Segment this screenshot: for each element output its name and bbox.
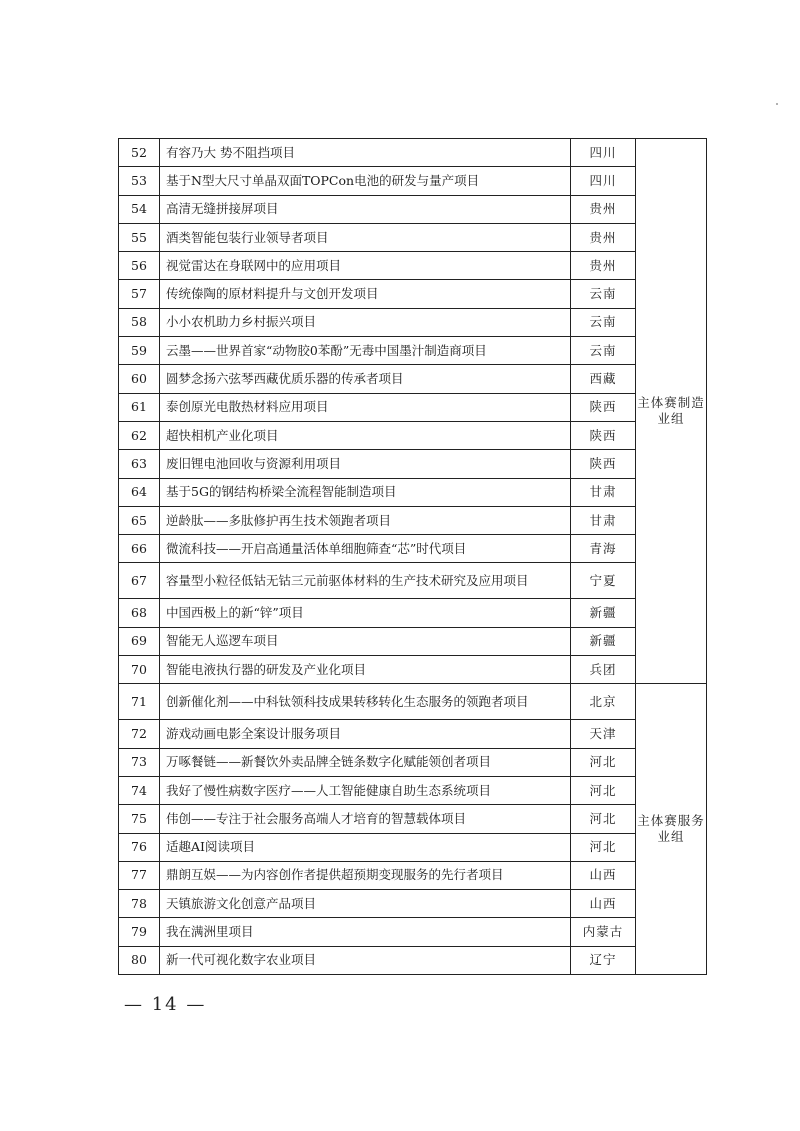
table-row xyxy=(119,450,707,478)
project-name: 废旧锂电池回收与资源利用项目 xyxy=(160,450,571,478)
group-manufacturing: 主体赛制造业组 xyxy=(636,139,707,684)
row-number: 66 xyxy=(119,535,160,563)
region: 青海 xyxy=(571,535,636,563)
row-number: 78 xyxy=(119,890,160,918)
project-name: 中国西极上的新“锌”项目 xyxy=(160,599,571,627)
table-row xyxy=(119,720,707,748)
table-row xyxy=(119,656,707,684)
project-name: 酒类智能包装行业领导者项目 xyxy=(160,223,571,251)
table-row xyxy=(119,252,707,280)
project-name: 高清无缝拼接屏项目 xyxy=(160,195,571,223)
project-name: 基于5G的钢结构桥梁全流程智能制造项目 xyxy=(160,478,571,506)
region: 甘肃 xyxy=(571,506,636,534)
project-name: 我在满洲里项目 xyxy=(160,918,571,946)
row-number: 71 xyxy=(119,684,160,720)
region: 陕西 xyxy=(571,421,636,449)
row-number: 54 xyxy=(119,195,160,223)
region: 新疆 xyxy=(571,599,636,627)
region: 河北 xyxy=(571,748,636,776)
region: 西藏 xyxy=(571,365,636,393)
row-number: 74 xyxy=(119,776,160,804)
project-name: 小小农机助力乡村振兴项目 xyxy=(160,308,571,336)
project-name: 智能无人巡逻车项目 xyxy=(160,627,571,655)
project-name: 伟创——专注于社会服务高端人才培育的智慧载体项目 xyxy=(160,805,571,833)
project-name: 天镇旅游文化创意产品项目 xyxy=(160,890,571,918)
region: 河北 xyxy=(571,805,636,833)
region: 北京 xyxy=(571,684,636,720)
row-number: 69 xyxy=(119,627,160,655)
region: 宁夏 xyxy=(571,563,636,599)
table-row xyxy=(119,890,707,918)
project-name: 云墨——世界首家“动物胶0苯酚”无毒中国墨汁制造商项目 xyxy=(160,337,571,365)
table-row xyxy=(119,308,707,336)
project-name: 有容乃大 势不阻挡项目 xyxy=(160,139,571,167)
group-service: 主体赛服务业组 xyxy=(636,684,707,975)
table-row xyxy=(119,421,707,449)
region: 河北 xyxy=(571,776,636,804)
table-row xyxy=(119,563,707,599)
table-row xyxy=(119,627,707,655)
table-row xyxy=(119,599,707,627)
table-row xyxy=(119,223,707,251)
region: 山西 xyxy=(571,890,636,918)
region: 贵州 xyxy=(571,223,636,251)
page-number: — 14 — xyxy=(124,994,207,1015)
row-number: 64 xyxy=(119,478,160,506)
table-row xyxy=(119,393,707,421)
project-name: 逆龄肽——多肽修护再生技术领跑者项目 xyxy=(160,506,571,534)
table-row xyxy=(119,365,707,393)
row-number: 56 xyxy=(119,252,160,280)
region: 山西 xyxy=(571,861,636,889)
region: 云南 xyxy=(571,280,636,308)
row-number: 63 xyxy=(119,450,160,478)
row-number: 60 xyxy=(119,365,160,393)
table-row xyxy=(119,167,707,195)
region: 四川 xyxy=(571,139,636,167)
project-name: 微流科技——开启高通量活体单细胞筛查“芯”时代项目 xyxy=(160,535,571,563)
project-name: 基于N型大尺寸单晶双面TOPCon电池的研发与量产项目 xyxy=(160,167,571,195)
project-name: 万啄餐链——新餐饮外卖品牌全链条数字化赋能领创者项目 xyxy=(160,748,571,776)
table-row xyxy=(119,337,707,365)
row-number: 61 xyxy=(119,393,160,421)
row-number: 62 xyxy=(119,421,160,449)
row-number: 68 xyxy=(119,599,160,627)
table-row xyxy=(119,506,707,534)
row-number: 58 xyxy=(119,308,160,336)
region: 兵团 xyxy=(571,656,636,684)
project-name: 泰创原光电散热材料应用项目 xyxy=(160,393,571,421)
project-name: 超快相机产业化项目 xyxy=(160,421,571,449)
project-name: 圆梦念扬六弦琴西藏优质乐器的传承者项目 xyxy=(160,365,571,393)
table-row xyxy=(119,478,707,506)
scan-dot xyxy=(776,103,778,105)
project-name: 鼎朗互娱——为内容创作者提供超预期变现服务的先行者项目 xyxy=(160,861,571,889)
row-number: 77 xyxy=(119,861,160,889)
region: 四川 xyxy=(571,167,636,195)
row-number: 73 xyxy=(119,748,160,776)
region: 新疆 xyxy=(571,627,636,655)
row-number: 72 xyxy=(119,720,160,748)
table-row xyxy=(119,195,707,223)
region: 贵州 xyxy=(571,252,636,280)
region: 陕西 xyxy=(571,393,636,421)
region: 云南 xyxy=(571,308,636,336)
table-row xyxy=(119,946,707,974)
row-number: 79 xyxy=(119,918,160,946)
table-row xyxy=(119,139,707,167)
region: 云南 xyxy=(571,337,636,365)
region: 辽宁 xyxy=(571,946,636,974)
project-name: 我好了慢性病数字医疗——人工智能健康自助生态系统项目 xyxy=(160,776,571,804)
table-row xyxy=(119,861,707,889)
region: 甘肃 xyxy=(571,478,636,506)
table-row xyxy=(119,748,707,776)
row-number: 57 xyxy=(119,280,160,308)
row-number: 80 xyxy=(119,946,160,974)
row-number: 65 xyxy=(119,506,160,534)
row-number: 59 xyxy=(119,337,160,365)
region: 天津 xyxy=(571,720,636,748)
project-name: 容量型小粒径低钴无钴三元前驱体材料的生产技术研究及应用项目 xyxy=(160,563,571,599)
region: 贵州 xyxy=(571,195,636,223)
region: 内蒙古 xyxy=(571,918,636,946)
project-name: 新一代可视化数字农业项目 xyxy=(160,946,571,974)
row-number: 52 xyxy=(119,139,160,167)
table-row xyxy=(119,805,707,833)
project-name: 传统傣陶的原材料提升与文创开发项目 xyxy=(160,280,571,308)
row-number: 55 xyxy=(119,223,160,251)
project-name: 视觉雷达在身联网中的应用项目 xyxy=(160,252,571,280)
table-row xyxy=(119,776,707,804)
row-number: 75 xyxy=(119,805,160,833)
project-name: 游戏动画电影全案设计服务项目 xyxy=(160,720,571,748)
project-name: 智能电液执行器的研发及产业化项目 xyxy=(160,656,571,684)
table-row xyxy=(119,833,707,861)
region: 陕西 xyxy=(571,450,636,478)
table-row xyxy=(119,684,707,720)
row-number: 76 xyxy=(119,833,160,861)
project-table xyxy=(118,138,707,975)
table-row xyxy=(119,535,707,563)
table-row xyxy=(119,280,707,308)
project-name: 创新催化剂——中科钛领科技成果转移转化生态服务的领跑者项目 xyxy=(160,684,571,720)
table-row xyxy=(119,918,707,946)
row-number: 53 xyxy=(119,167,160,195)
project-name: 适趣AI阅读项目 xyxy=(160,833,571,861)
row-number: 70 xyxy=(119,656,160,684)
region: 河北 xyxy=(571,833,636,861)
row-number: 67 xyxy=(119,563,160,599)
